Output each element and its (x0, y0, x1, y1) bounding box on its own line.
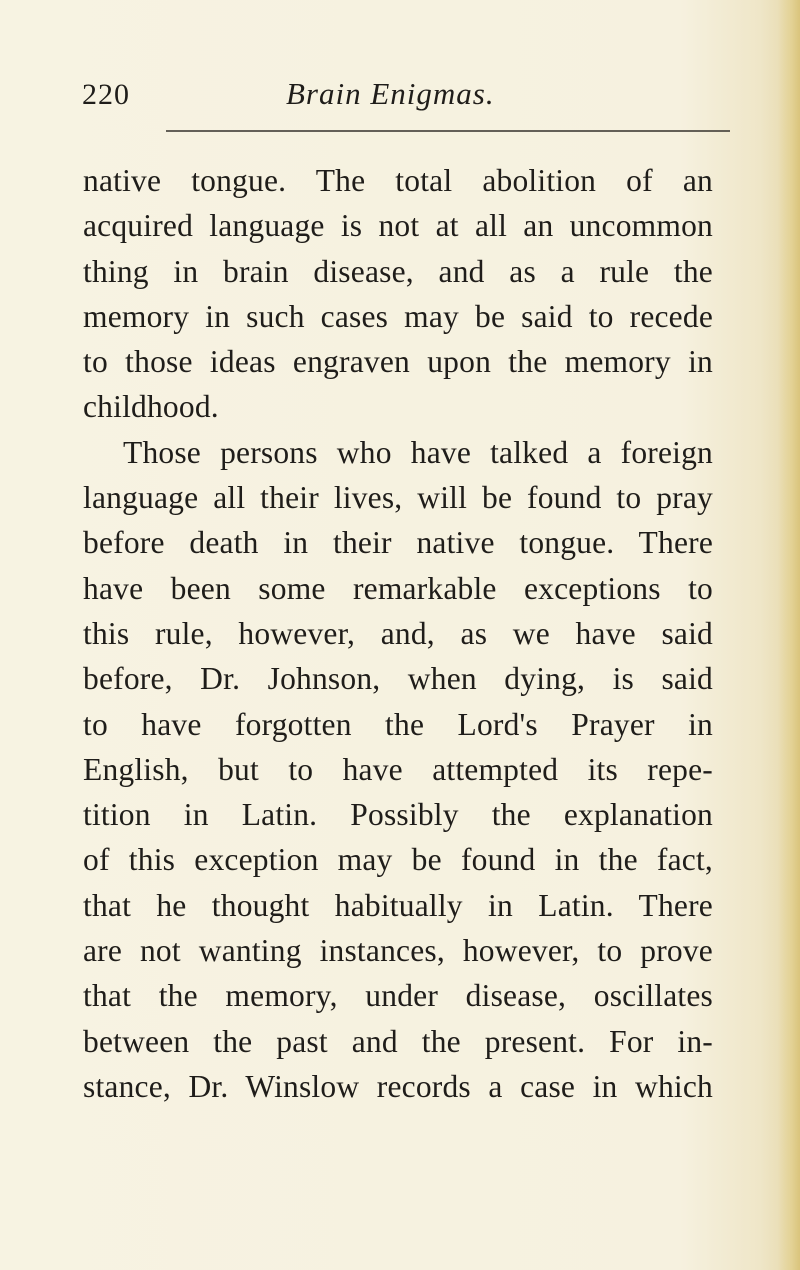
text-line: stance, Dr. Winslow records a case in which (83, 1068, 713, 1104)
text-line: to those ideas engraven upon the memory in (83, 344, 713, 380)
text-line: acquired language is not at all an uncommon (83, 208, 713, 244)
text-line: English, but to have attempted its repe- (83, 751, 713, 787)
text-line: between the past and the present. For in- (83, 1023, 713, 1059)
text-line: this rule, however, and, as we have said (83, 615, 713, 651)
text-line: memory in such cases may be said to recede (83, 298, 713, 334)
page-edge-shading (778, 0, 800, 1270)
paragraph-1 (83, 158, 713, 430)
running-head (82, 72, 722, 122)
text-line: Those persons who have talked a foreign (123, 434, 713, 470)
running-title: Brain Enigmas. (286, 76, 495, 111)
paragraph-2 (83, 430, 713, 1109)
text-line: of this exception may be found in the fact, (83, 842, 713, 878)
text-line: before death in their native tongue. There (83, 525, 713, 561)
text-line: are not wanting instances, however, to prove (83, 933, 713, 969)
text-line: to have forgotten the Lord's Prayer in (83, 706, 713, 742)
header-rule (166, 130, 730, 132)
page-number: 220 (82, 78, 130, 111)
text-line: tition in Latin. Possibly the explanation (83, 797, 713, 833)
text-line: native tongue. The total abolition of an (83, 163, 713, 198)
text-line: thing in brain disease, and as a rule the (83, 253, 713, 289)
text-line: that he thought habitually in Latin. There (83, 887, 713, 923)
body-text (83, 158, 713, 1109)
text-line: language all their lives, will be found to pray (83, 480, 713, 516)
text-line: that the memory, under disease, oscillates (83, 978, 713, 1014)
text-line: childhood. (83, 389, 219, 425)
text-line: have been some remarkable exceptions to (83, 570, 713, 606)
text-line: before, Dr. Johnson, when dying, is said (83, 661, 713, 697)
